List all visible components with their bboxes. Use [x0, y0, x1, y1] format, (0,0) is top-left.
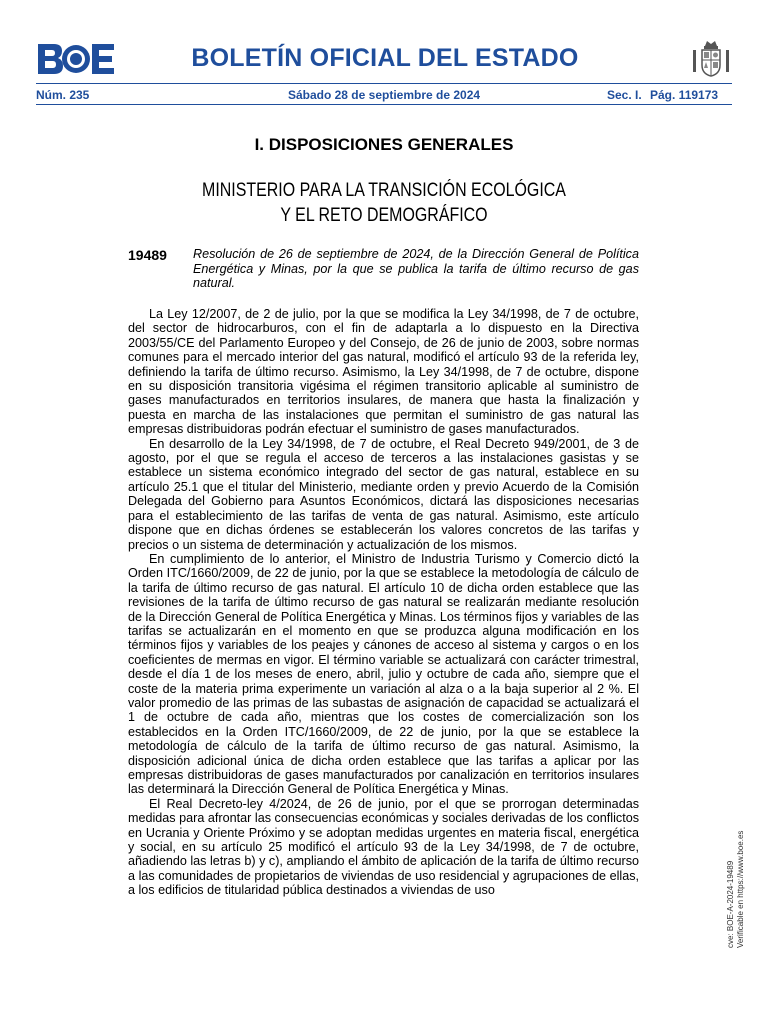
header-rule-top [36, 83, 732, 84]
issue-date: Sábado 28 de septiembre de 2024 [287, 88, 481, 102]
header-rule-bottom [36, 104, 732, 105]
resolution-summary: Resolución de 26 de septiembre de 2024, de la Dirección General de Política Energética y Minas, por la que se publica la tarifa de último recurso de gas natural. [193, 247, 639, 290]
cve-code: cve: BOE-A-2024-19489 [726, 860, 735, 948]
ministry-line-2: Y EL RETO DEMOGRÁFICO [280, 205, 488, 226]
gazette-title: BOLETÍN OFICIAL DEL ESTADO [191, 44, 579, 72]
body-paragraph: En cumplimiento de lo anterior, el Ministro de Industria Turismo y Comercio dictó la Orden ITC/1660/2009, de 22 de junio, por la que se establece la metodología de cálculo de la tarifa de último recurso de gas natural. El artículo 10 de dicha orden establece que las revisiones de la tarifa de último recurso de gas natural se realizarán mediante resolución de la Dirección General de Política Energética y Minas. Los términos fijos y variables de las tarifas se actualizarán en el momento en que se produzca alguna modificación en los términos fijos y variables de los peajes y cánones de acceso al sistema y cargos o en los coeficientes de mermas en vigor. El término variable se actualizará con carácter trimestral, desde el día 1 de los meses de enero, abril, julio y octubre de cada año, siempre que el coste de la materia prima experimente un variación al alza o a la baja superior al 2 %. El valor promedio de las primas de las subastas de asignación de capacidad se actualizará el 1 de octubre de cada año, mientras que los costes de comercialización son los establecidos en la Orden ITC/1660/2009, de 22 de junio, por la que se establece la metodología de cálculo de la tarifa de último recurso de gas natural. Asimismo, la disposición adicional única de dicha orden establece que las tarifas a aplicar por las empresas distribuidoras de gases manufacturados por canalización en territorios insulares las determinará la Dirección General de Política Energética y Minas. [128, 551, 639, 797]
ministry-heading [187, 178, 580, 228]
body-paragraph: La Ley 12/2007, de 2 de julio, por la que se modifica la Ley 34/1998, de 7 de octubre, del sector de hidrocarburos, con el fin de adaptarla a lo dispuesto en la Directiva 2003/55/CE del Parlamento Europeo y del Consejo, de 26 de junio de 2003, sobre normas comunes para el mercado interior del gas natural, modificó el artículo 93 de la referida ley, definiendo la tarifa de último recurso. Asimismo, la Ley 34/1998, de 7 de octubre, dispone en su disposición transitoria vigésima el régimen transitorio aplicable al suministro de gases manufacturados en territorios insulares, de manera que hasta la finalización y puesta en marcha de las instalaciones que permitan el suministro de gas natural las empresas distribuidoras podrán efectuar el suministro de gases manufacturados. [128, 307, 639, 437]
section-title: I. DISPOSICIONES GENERALES [254, 135, 514, 154]
coat-of-arms-icon [690, 38, 732, 80]
body-paragraph: En desarrollo de la Ley 34/1998, de 7 de octubre, el Real Decreto 949/2001, de 3 de agosto, por el que se regula el acceso de terceros a las instalaciones gasistas y se establece un sistema económico integrado del sector de gas natural, establece en su artículo 25.1 que el titular del Ministerio, mediante orden y previo Acuerdo de la Comisión Delegada del Gobierno para Asuntos Económicos, dictará las disposiciones necesarias para el establecimiento de las tarifas de venta de gas natural. Asimismo, este artículo dispone que en dichas órdenes se establecerán los valores concretos de las tarifas y precios o un sistema de determinación y actualización de los mismos. [128, 436, 639, 552]
ministry-line-1: MINISTERIO PARA LA TRANSICIÓN ECOLÓGICA [202, 180, 566, 201]
boe-logo [36, 42, 116, 76]
page-number: Pág. 119173 [650, 88, 719, 102]
document-body [128, 307, 639, 898]
section-label: Sec. I. [607, 88, 642, 102]
verify-url: Verificable en https://www.boe.es [736, 830, 745, 948]
resolution-number: 19489 [128, 247, 167, 263]
verification-note [726, 831, 746, 948]
body-paragraph: El Real Decreto-ley 4/2024, de 26 de junio, por el que se prorrogan determinadas medidas para afrontar las consecuencias económicas y sociales derivadas de los conflictos en Ucrania y Oriente Próximo y se adoptan medidas urgentes en materia fiscal, energética y social, en su artículo 25 modificó el artículo 93 de la Ley 34/1998, de 7 de octubre, añadiendo las letras b) y c), ampliando el ámbito de aplicación de la tarifa de último recurso a las comunidades de propietarios de viviendas de uso residencial y agrupaciones de ellas, a los edificios de titularidad pública destinados a viviendas de uso [128, 796, 639, 898]
issue-number: Núm. 235 [36, 88, 90, 102]
